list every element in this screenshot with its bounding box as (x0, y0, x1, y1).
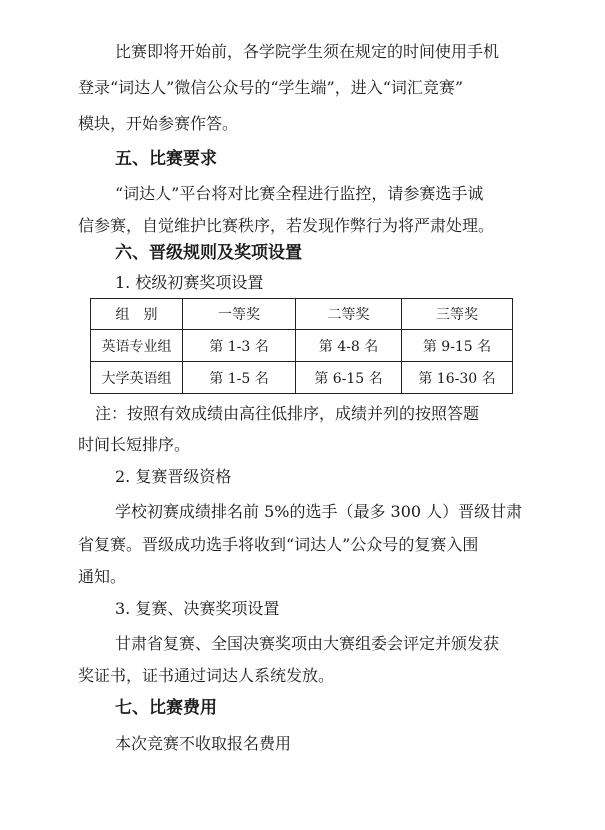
intro-line-3: 模块，开始参赛作答。 (78, 114, 239, 133)
table-cell: 第 6-15 名 (296, 362, 402, 394)
subsection-3-line-2: 奖证书，证书通过词达人系统发放。 (78, 666, 335, 685)
subsection-2-line-3: 通知。 (78, 567, 127, 586)
note-line-2: 时间长短排序。 (78, 435, 191, 454)
subsection-2-line-1: 学校初赛成绩排名前 5%的选手（最多 300 人）晋级甘肃 (115, 502, 523, 521)
table-cell: 英语专业组 (91, 330, 183, 362)
table-cell: 第 1-5 名 (183, 362, 296, 394)
intro-line-2: 登录“词达人”微信公众号的“学生端”，进入“词汇竞赛” (78, 78, 464, 97)
table-cell: 第 9-15 名 (402, 330, 513, 362)
section-5-line-1: “词达人”平台将对比赛全程进行监控，请参赛选手诚 (115, 184, 484, 203)
table-row (91, 362, 513, 394)
section-5-line-2: 信参赛，自觉维护比赛秩序，若发现作弊行为将严肃处理。 (78, 216, 495, 235)
subsection-2-title: 2. 复赛晋级资格 (115, 467, 232, 486)
subsection-2-line-2: 省复赛。晋级成功选手将收到“词达人”公众号的复赛入围 (78, 535, 479, 554)
table-cell: 大学英语组 (91, 362, 183, 394)
subsection-3-line-1: 甘肃省复赛、全国决赛奖项由大赛组委会评定并颁发获 (115, 634, 500, 653)
section-7-heading: 七、比赛费用 (115, 698, 217, 718)
section-5-heading: 五、比赛要求 (115, 149, 217, 169)
subsection-1-title: 1. 校级初赛奖项设置 (115, 273, 264, 292)
subsection-3-title: 3. 复赛、决赛奖项设置 (115, 599, 280, 618)
table-cell: 第 1-3 名 (183, 330, 296, 362)
table-header-cell: 三等奖 (402, 299, 513, 330)
table-header-cell: 二等奖 (296, 299, 402, 330)
table-header-row (91, 299, 513, 330)
table-header-cell: 组 别 (91, 299, 183, 330)
award-table (90, 298, 513, 394)
note-line-1: 注：按照有效成绩由高往低排序，成绩并列的按照答题 (95, 404, 480, 423)
table-header-cell: 一等奖 (183, 299, 296, 330)
table-cell: 第 16-30 名 (402, 362, 513, 394)
table-row (91, 330, 513, 362)
table-cell: 第 4-8 名 (296, 330, 402, 362)
section-6-heading: 六、晋级规则及奖项设置 (115, 243, 302, 263)
section-7-line-1: 本次竞赛不收取报名费用 (115, 734, 292, 753)
intro-line-1: 比赛即将开始前，各学院学生须在规定的时间使用手机 (115, 42, 500, 61)
